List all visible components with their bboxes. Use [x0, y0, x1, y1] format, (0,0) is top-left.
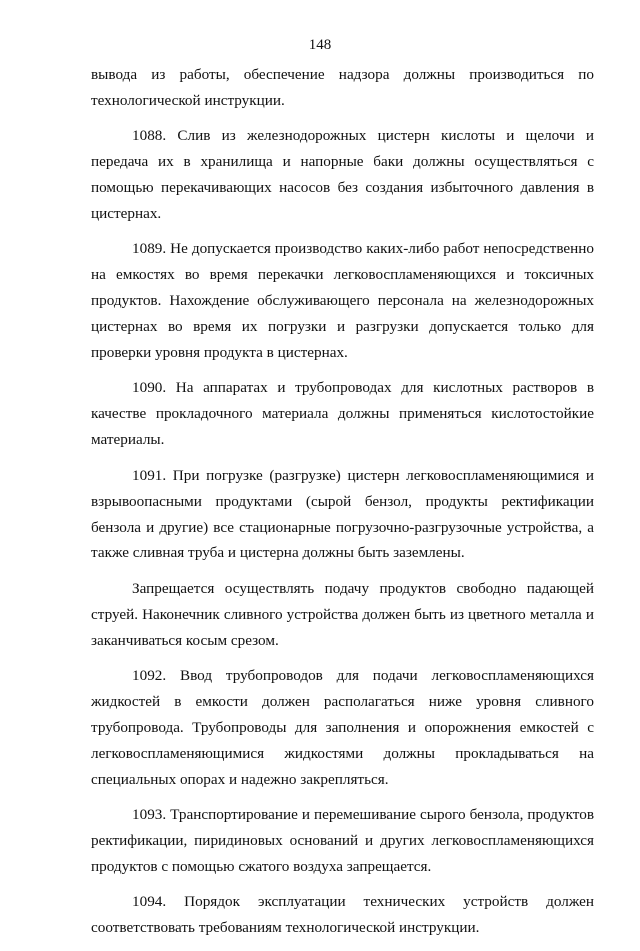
paragraph-1091: 1091. При погрузке (разгрузке) цистерн легковоспламеняющимися и взрывоопасными продуктами (сырой бензол, продукты ректификации бензола и другие) все стационарные погрузочно-разгрузочные устройства, а также сливная труба и цистерна должны быть заземлены. — [91, 466, 594, 562]
paragraph-1093: 1093. Транспортирование и перемешивание сырого бензола, продуктов ректификации, пиридиновых оснований и других легковоспламеняющихся продуктов с помощью сжатого воздуха запрещается. — [91, 806, 594, 875]
paragraph-1091-continued: Запрещается осуществлять подачу продуктов свободно падающей струей. Наконечник сливного устройства должен быть из цветного металла и заканчиваться косым срезом. — [91, 579, 594, 649]
paragraph-1090: 1090. На аппаратах и трубопроводах для кислотных растворов в качестве прокладочного материала должны применяться кислотостойкие материалы. — [91, 379, 594, 449]
paragraph-1094: 1094. Порядок эксплуатации технических устройств должен соответствовать требованиям технологической инструкции. — [91, 893, 594, 937]
paragraph-1092: 1092. Ввод трубопроводов для подачи легковоспламеняющихся жидкостей в емкости должен располагаться ниже уровня сливного трубопровода. Трубопроводы для заполнения и опорожнения емкостей с легковоспламеняющимися жидкостями должны прокладываться на специальных опорах и надежно закрепляться. — [91, 667, 594, 788]
document-body — [91, 62, 594, 951]
page-number: 148 — [308, 37, 332, 53]
paragraph-1088: 1088. Слив из железнодорожных цистерн кислоты и щелочи и передача их в хранилища и напорные баки должны осуществляться с помощью перекачивающих насосов без создания избыточного давления в цистернах. — [91, 127, 594, 223]
paragraph-1089: 1089. Не допускается производство каких-либо работ непосредственно на емкостях во время перекачки легковоспламеняющихся и токсичных продуктов. Нахождение обслуживающего персонала на железнодорожных цистернах во время их погрузки и разгрузки допускается только для проверки уровня продукта в цистернах. — [91, 240, 594, 362]
paragraph-continuation: вывода из работы, обеспечение надзора должны производиться по технологической инструкции. — [91, 66, 594, 109]
